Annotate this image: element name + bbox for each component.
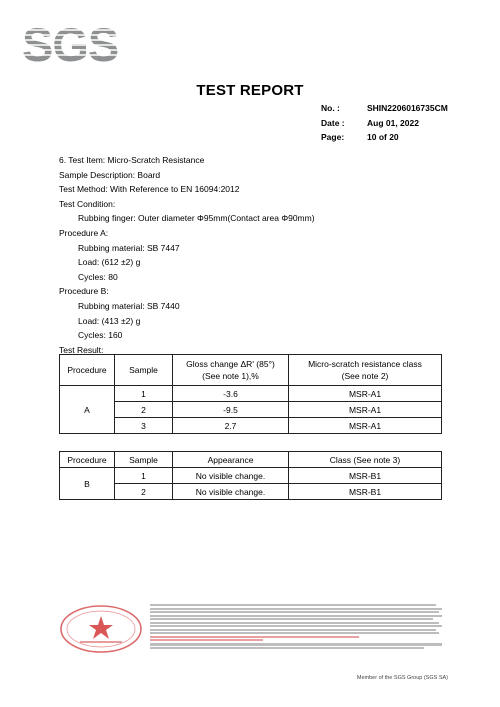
gloss-cell: -3.6 (173, 386, 289, 402)
sgs-member-note: Member of the SGS Group (SGS SA) (356, 675, 448, 681)
test-condition: Test Condition: (59, 198, 116, 209)
sample-cell: 2 (115, 484, 173, 500)
table-row (60, 386, 442, 402)
rubbing-finger: Rubbing finger: Outer diameter Φ95mm(Contact area Φ90mm) (78, 213, 315, 224)
table-row (60, 402, 442, 418)
meta-row-date (321, 116, 448, 131)
procedure-a-label: Procedure A: (59, 227, 109, 238)
class-cell: MSR-B1 (289, 484, 442, 500)
header-procedure: Procedure (60, 355, 115, 386)
sgs-logo-text: SGS (22, 20, 119, 70)
table-row (60, 484, 442, 500)
meta-row-page (321, 130, 448, 145)
meta-label: Page: (321, 132, 345, 142)
procedure-b-material: Rubbing material: SB 7440 (78, 300, 180, 311)
sample-cell: 3 (115, 418, 173, 434)
report-title: TEST REPORT (196, 82, 304, 99)
header-msr-class: Micro-scratch resistance class (See note 2) (289, 355, 442, 386)
gloss-cell: -9.5 (173, 402, 289, 418)
appearance-cell: No visible change. (173, 468, 289, 484)
result-table-procedure-b (59, 451, 442, 500)
gloss-cell: 2.7 (173, 418, 289, 434)
test-result-label: Test Result: (59, 344, 104, 355)
test-section (59, 153, 459, 357)
procedure-a-load: Load: (612 ±2) g (78, 257, 141, 268)
meta-value: SHIN2206016735CM (367, 103, 448, 113)
class-cell: MSR-A1 (289, 418, 442, 434)
sample-cell: 2 (115, 402, 173, 418)
result-table-procedure-a (59, 354, 442, 434)
sample-cell: 1 (115, 386, 173, 402)
table-header-row (60, 355, 442, 386)
class-cell: MSR-A1 (289, 402, 442, 418)
procedure-b-load: Load: (413 ±2) g (78, 315, 141, 326)
header-gloss-change: Gloss change ΔR' (85°) (See note 1),% (173, 355, 289, 386)
footer (58, 604, 448, 658)
sgs-logo (22, 20, 134, 70)
meta-value: 10 of 20 (367, 132, 399, 142)
appearance-cell: No visible change. (173, 484, 289, 500)
header-appearance: Appearance (173, 452, 289, 468)
meta-label: No. : (321, 103, 340, 113)
report-meta (321, 101, 448, 145)
test-item: 6. Test Item: Micro-Scratch Resistance (59, 155, 205, 165)
class-cell: MSR-B1 (289, 468, 442, 484)
legal-fine-print (150, 604, 448, 654)
sample-description: Sample Description: Board (59, 169, 161, 180)
class-cell: MSR-A1 (289, 386, 442, 402)
procedure-cell: A (60, 386, 115, 434)
header-procedure: Procedure (60, 452, 115, 468)
official-stamp-icon (58, 604, 144, 654)
header-sample: Sample (115, 452, 173, 468)
procedure-cell: B (60, 468, 115, 500)
header-class: Class (See note 3) (289, 452, 442, 468)
sample-cell: 1 (115, 468, 173, 484)
procedure-a-material: Rubbing material: SB 7447 (78, 242, 180, 253)
procedure-b-label: Procedure B: (59, 286, 109, 297)
test-method: Test Method: With Reference to EN 16094:2012 (59, 184, 240, 195)
procedure-b-cycles: Cycles: 160 (78, 330, 123, 341)
table-row (60, 468, 442, 484)
meta-value: Aug 01, 2022 (367, 117, 419, 128)
header-sample: Sample (115, 355, 173, 386)
table-row (60, 418, 442, 434)
procedure-a-cycles: Cycles: 80 (78, 271, 118, 282)
table-header-row (60, 452, 442, 468)
meta-label: Date : (321, 117, 345, 128)
meta-row-number (321, 101, 448, 116)
